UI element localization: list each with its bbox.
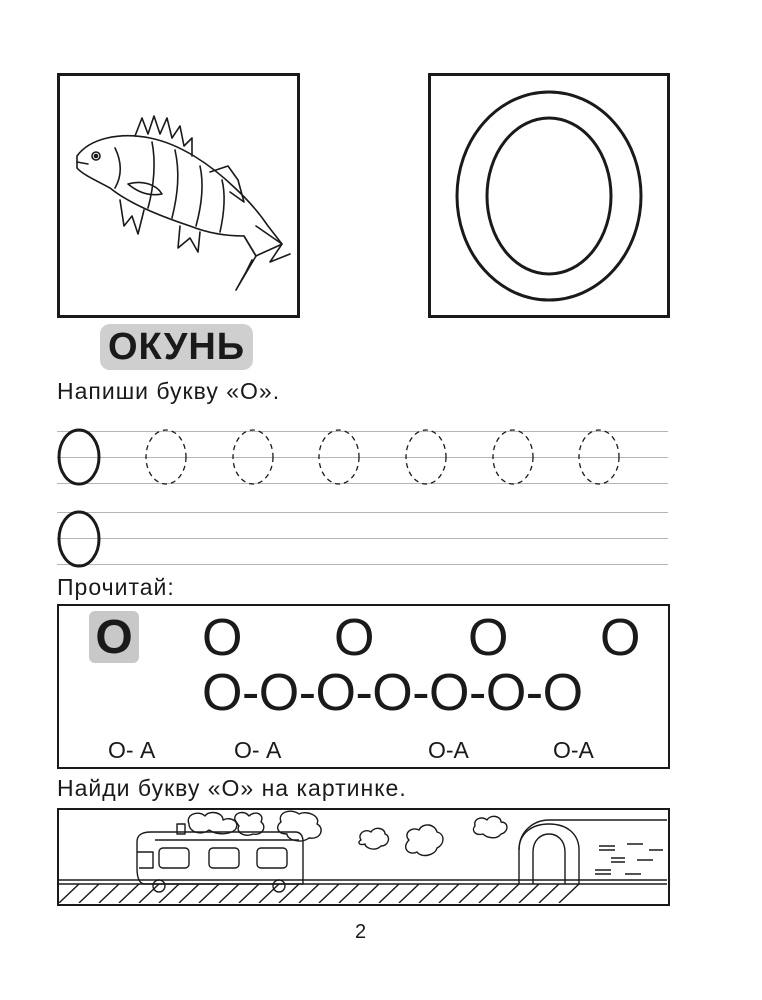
read-pair: О- А (234, 737, 282, 763)
read-title: Прочитай: (57, 574, 175, 600)
letter-card (428, 73, 670, 318)
page-number: 2 (355, 921, 367, 943)
highlighted-letter: О (89, 611, 139, 663)
dotted-letter-o (406, 430, 446, 484)
fish-picture-card (57, 73, 300, 318)
train-tunnel-scene-icon (59, 810, 667, 903)
writing-line (57, 512, 668, 513)
find-picture-card (57, 808, 670, 906)
tracing-row-2[interactable] (50, 506, 110, 572)
write-instruction: Напиши букву «О». (57, 378, 281, 404)
dotted-letter-o (146, 430, 186, 484)
dotted-letter-o (579, 430, 619, 484)
read-pair: О-А (553, 737, 594, 763)
find-instruction: Найди букву «О» на картинке. (57, 775, 407, 801)
writing-line (57, 538, 668, 539)
dotted-letter-o (493, 430, 533, 484)
tracing-row-1[interactable] (50, 424, 650, 490)
read-pair: О- А (108, 737, 156, 763)
writing-line (57, 564, 668, 565)
read-letter: О (202, 609, 243, 667)
outlined-letter-o (431, 76, 667, 315)
read-letter: О (334, 609, 375, 667)
read-chain: О-О-О-О-О-О-О (202, 664, 583, 722)
perch-fish-icon (60, 76, 297, 315)
sample-letter-o (59, 512, 99, 566)
read-letter: О (600, 609, 641, 667)
picture-word: ОКУНЬ (100, 324, 253, 370)
sample-letter-o (59, 430, 99, 484)
dotted-letter-o (319, 430, 359, 484)
dotted-letter-o (233, 430, 273, 484)
read-letter: О (468, 609, 509, 667)
read-pair: О-А (428, 737, 469, 763)
